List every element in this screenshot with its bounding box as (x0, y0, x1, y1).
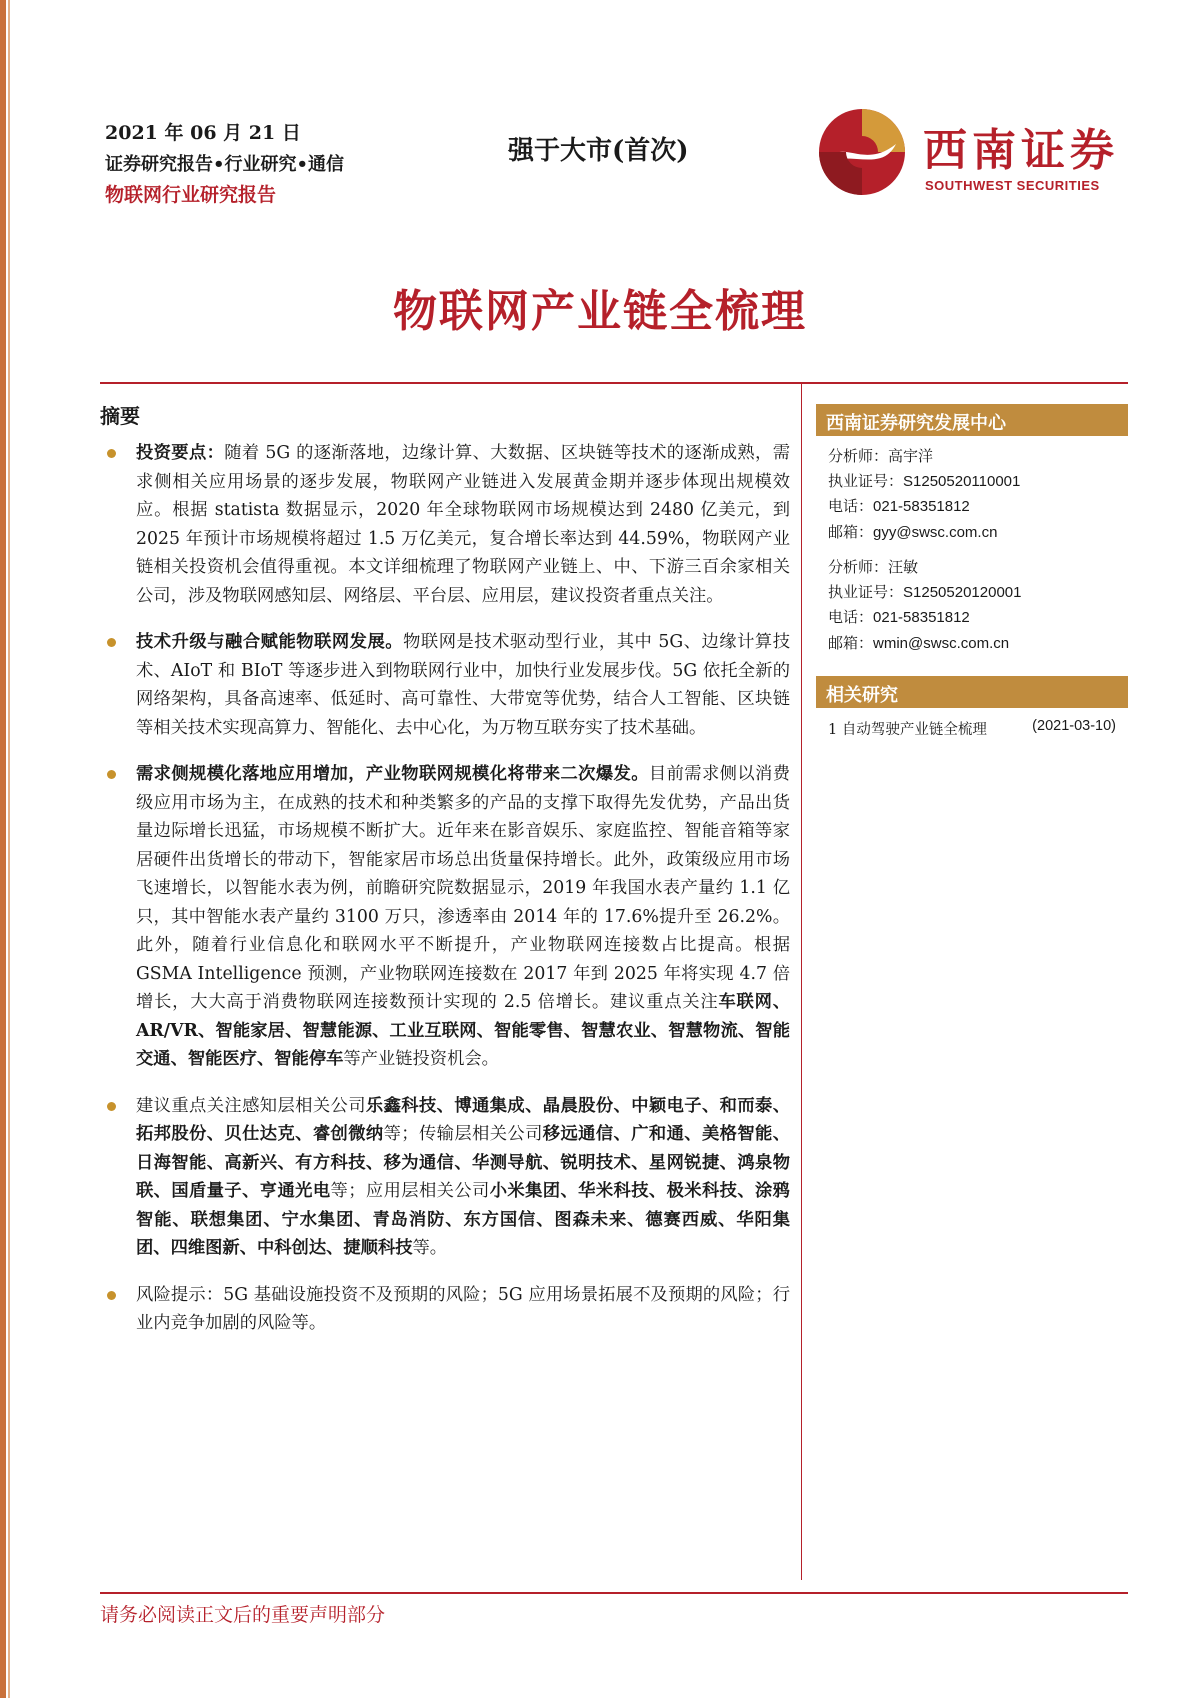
related-research-item[interactable] (816, 708, 1128, 749)
bullet-dot-icon (107, 770, 116, 779)
bullet-text: 物联网是技术驱动型行业，其中 5G、边缘计算技术、AIoT 和 BIoT 等逐步进入到物联网行业中，加快行业发展步伐。5G 依托全新的网络架构，具备高速率、低延时、高可靠性、大带宽等优势，结合人工智能、区块链等相关技术实现高算力、智能化、去中心化，为万物互联夯实了技术基础。 (136, 632, 790, 738)
analyst-email[interactable]: 邮箱：gyy@swsc.com.cn (828, 522, 998, 541)
related-research-header: 相关研究 (816, 676, 1128, 708)
report-title: 物联网产业链全梳理 (393, 286, 807, 337)
risk-warning: 风险提示：5G 基础设施投资不及预期的风险；5G 应用场景拓展不及预期的风险；行业内竞争加剧的风险等。 (136, 1284, 790, 1333)
bullet-focus-sectors: 车联网、AR/VR、智能家居、智慧能源、工业互联网、智能零售、智慧农业、智慧物流、智能交通、智能医疗、智能停车 (136, 992, 790, 1069)
analyst-name: 分析师：高宇洋 (828, 447, 934, 465)
logo-chinese-name: 西南证券 (923, 125, 1119, 176)
analyst-name: 分析师：汪敏 (828, 558, 919, 576)
logo-emblem-icon (818, 108, 906, 196)
analyst-license: 执业证号：S1250520120001 (828, 582, 1022, 601)
summary-section (100, 400, 790, 1356)
analyst-email[interactable]: 邮箱：wmin@swsc.com.cn (828, 633, 1010, 652)
bullet-text: 建议重点关注感知层相关公司 (136, 1095, 366, 1116)
summary-heading: 摘要 (100, 404, 140, 428)
related-research-date: (2021-03-10) (1032, 718, 1116, 734)
sensing-layer-companies: 乐鑫科技、博通集成、晶晨股份、中颖电子、和而泰、拓邦股份、贝仕达克、睿创微纳 (136, 1095, 790, 1144)
summary-bullet-5 (100, 1281, 790, 1338)
report-category: 证券研究报告•行业研究•通信 (105, 154, 345, 175)
logo-english-name: SOUTHWEST SECURITIES (925, 178, 1100, 193)
rating: 强于大市(首次) (508, 136, 689, 166)
bullet-lead: 技术升级与融合赋能物联网发展。 (136, 632, 404, 652)
application-layer-companies: 小米集团、华米科技、极米科技、涂鸦智能、联想集团、宁水集团、青岛消防、东方国信、图森未来、德赛西威、华阳集团、四维图新、中科创达、捷顺科技 (136, 1181, 790, 1258)
bottom-divider (100, 1592, 1128, 1594)
transport-layer-companies: 移远通信、广和通、美格智能、日海智能、高新兴、有方科技、移为通信、华测导航、锐明技术、星网锐捷、鸿泉物联、国盾量子、亨通光电 (136, 1124, 790, 1201)
top-divider (100, 382, 1128, 384)
report-subtitle: 物联网行业研究报告 (105, 184, 277, 206)
bullet-text: 等；传输层相关公司 (383, 1124, 543, 1144)
bullet-tail: 等产业链投资机会。 (343, 1049, 499, 1069)
bullet-text: 随着 5G 的逐渐落地，边缘计算、大数据、区块链等技术的逐渐成熟，需求侧相关应用场景的逐步发展，物联网产业链进入发展黄金期并逐步体现出规模效应。根据 statista 数据显示，2020 年全球物联网市场规模达到 2480 亿美元，到 2025 年预计市场规模将超过 1.5 万亿美元，复合增长率达到 44.59%，物联网产业链相关投资机会值得重视。本文详细梳理了物联网产业链上、中、下游三百余家相关公司，涉及物联网感知层、网络层、平台层、应用层，建议投资者重点关注。 (136, 443, 790, 606)
bullet-text: 目前需求侧以消费级应用市场为主，在成熟的技术和种类繁多的产品的支撑下取得先发优势，产品出货量边际增长迅猛，市场规模不断扩大。近年来在影音娱乐、家庭监控、智能音箱等家居硬件出货增长的带动下，智能家居市场总出货量保持增长。此外，政策级应用市场飞速增长，以智能水表为例，前瞻研究院数据显示，2019 年我国水表产量约 1.1 亿只，其中智能水表产量约 3100 万只，渗透率由 2014 年的 17.6%提升至 26.2%。此外，随着行业信息化和联网水平不断提升，产业物联网连接数占比提高。根据 GSMA Intelligence 预测，产业物联网连接数在 2017 年到 2025 年将实现 4.7 倍增长，大大高于消费物联网连接数预计实现的 2.5 倍增长。建议重点关注 (136, 764, 790, 1012)
summary-bullet-2 (100, 628, 790, 742)
research-center-header: 西南证券研究发展中心 (816, 404, 1128, 436)
footer-disclaimer: 请务必阅读正文后的重要声明部分 (100, 1604, 386, 1626)
bullet-text: 等；应用层相关公司 (330, 1181, 490, 1201)
analyst-phone: 电话：021-58351812 (828, 608, 970, 626)
bullet-dot-icon (107, 449, 116, 458)
related-research-title: 1 自动驾驶产业链全梳理 (828, 722, 987, 738)
sidebar (816, 404, 1128, 749)
analyst-list (816, 436, 1128, 662)
bullet-dot-icon (107, 638, 116, 647)
report-date: 2021 年 06 月 21 日 (105, 122, 301, 144)
summary-bullet-1 (100, 439, 790, 610)
bullet-lead: 投资要点： (136, 443, 225, 463)
summary-bullet-4 (100, 1092, 790, 1263)
analyst-phone: 电话：021-58351812 (828, 497, 970, 515)
bullet-text: 等。 (412, 1238, 448, 1258)
column-divider (801, 384, 802, 1580)
left-edge-bar (0, 0, 12, 1698)
summary-bullet-3 (100, 760, 790, 1074)
bullet-dot-icon (107, 1102, 116, 1111)
company-logo (818, 108, 1118, 204)
bullet-dot-icon (107, 1291, 116, 1300)
analyst-license: 执业证号：S1250520110001 (828, 471, 1021, 490)
bullet-lead: 需求侧规模化落地应用增加，产业物联网规模化将带来二次爆发。 (136, 764, 649, 784)
